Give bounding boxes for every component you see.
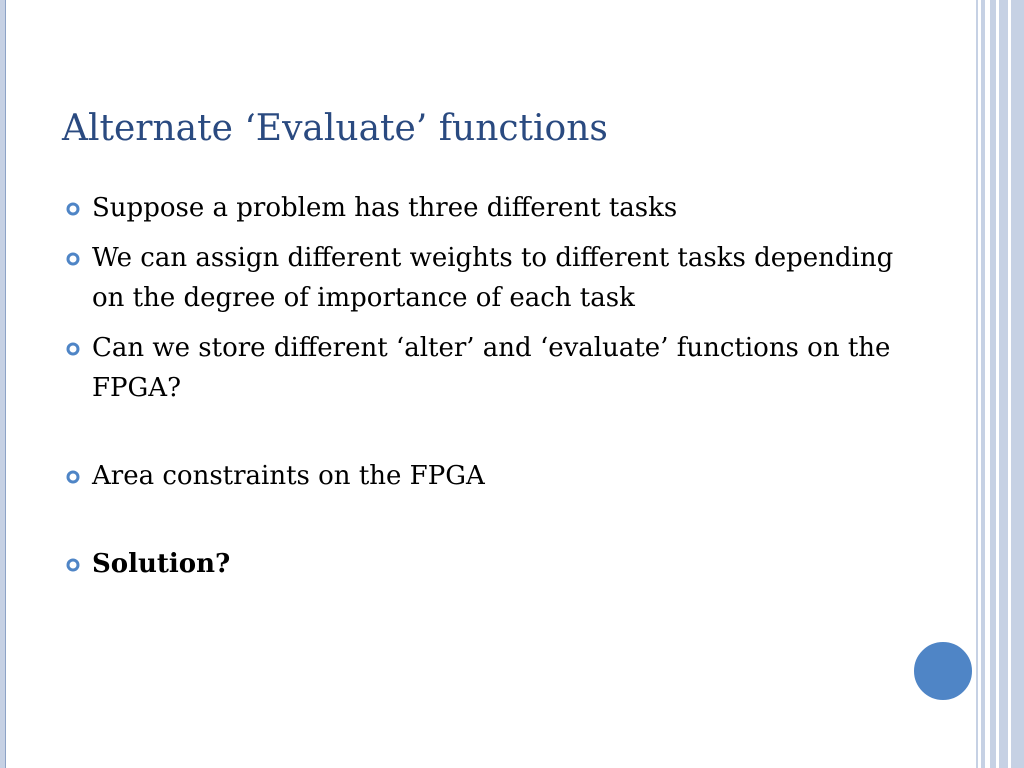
right-stripe <box>990 0 996 768</box>
bullet-item <box>64 238 894 318</box>
ring-bullet-icon <box>66 202 80 216</box>
circle-decoration <box>912 640 974 702</box>
right-stripe <box>981 0 985 768</box>
bullet-list <box>64 188 894 594</box>
right-stripe <box>976 0 978 768</box>
bullet-text: Solution? <box>92 549 231 579</box>
bullet-item <box>64 328 894 408</box>
bullet-item <box>64 544 894 584</box>
bullet-text: Can we store different ‘alter’ and ‘evaluate’ functions on the FPGA? <box>92 333 891 403</box>
ring-bullet-icon <box>66 252 80 266</box>
bullet-text: Area constraints on the FPGA <box>92 461 485 491</box>
left-border-line <box>5 0 6 768</box>
bullet-item <box>64 188 894 228</box>
ring-bullet-icon <box>66 342 80 356</box>
bullet-text: Suppose a problem has three different tasks <box>92 193 678 223</box>
ring-bullet-icon <box>66 470 80 484</box>
bullet-text: We can assign different weights to different tasks depending on the degree of importance of each task <box>92 243 894 313</box>
slide-title: Alternate ‘Evaluate’ functions <box>62 108 608 149</box>
bullet-item <box>64 456 894 496</box>
right-stripe <box>1011 0 1024 768</box>
right-stripe <box>999 0 1008 768</box>
ring-bullet-icon <box>66 558 80 572</box>
